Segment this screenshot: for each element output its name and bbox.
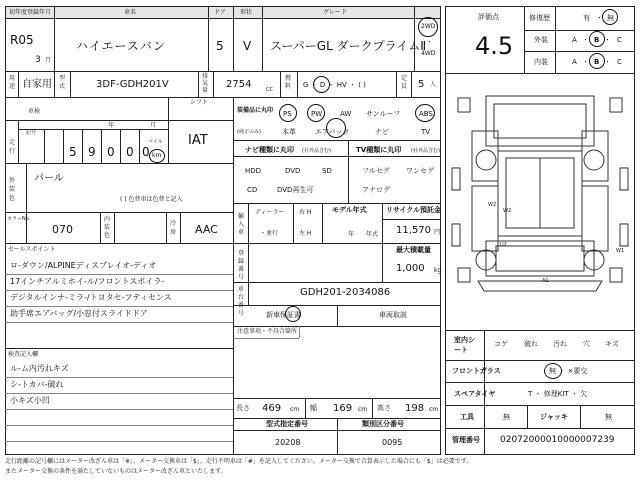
inspector-notes-label: 検査記入欄 xyxy=(8,351,39,358)
model-value: 3DF-GDH201V xyxy=(96,79,169,90)
tools-value: 無 xyxy=(503,413,510,421)
tools-label: 工具 xyxy=(460,413,474,421)
navi-sd: SD xyxy=(322,167,332,175)
grade-label: グレード xyxy=(323,9,348,16)
navi-dvd-play: DVD再生可 xyxy=(277,186,314,194)
equip-ps: PS xyxy=(283,110,292,118)
exterior-color-label: 外装色 xyxy=(9,177,16,202)
interior-grade-c: C xyxy=(617,58,622,66)
shape-value: V xyxy=(243,39,252,53)
sheet-koge: コゲ xyxy=(494,340,508,348)
new-car-warranty: 新車保証書 xyxy=(266,311,301,319)
diagram-mark-2: W2 xyxy=(503,208,512,214)
equip-leather: 本革 xyxy=(282,128,296,136)
import-dealer: ディーラー xyxy=(255,209,285,216)
equip-ps-circle xyxy=(279,104,297,122)
mileage-km-circle xyxy=(149,149,165,163)
exterior-grade-dot1: ・ xyxy=(582,36,589,44)
repair-no: 無 xyxy=(607,14,614,22)
mileage-digit-6: 0 xyxy=(142,145,150,159)
first-reg-label: 初年度登録年月 xyxy=(9,9,52,16)
class-label: 類別区分番号 xyxy=(362,420,404,428)
shift-value: IAT xyxy=(188,133,208,148)
score-value: 4.5 xyxy=(475,32,514,60)
selling-point-2: 17インチアルミホイ-ル/フロントスポイラ- xyxy=(10,277,165,286)
jack-label: ジャッキ xyxy=(540,413,568,421)
selling-points-label: セールスポイント xyxy=(8,246,56,253)
repair-no-circle xyxy=(602,9,618,25)
interior-grade-dot1: ・ xyxy=(582,58,589,66)
mgmt-no-label: 管理番号 xyxy=(452,436,480,444)
first-reg-month-unit: 月 xyxy=(45,57,52,64)
inspection-year-unit: 年 xyxy=(108,122,115,129)
model-label: 型式 xyxy=(59,75,66,90)
exterior-grade-label: 外装 xyxy=(534,36,548,44)
sheet-yabure: 破れ xyxy=(524,340,538,348)
mileage-unit-mile: マイル xyxy=(148,139,163,145)
exterior-grade-dot2: ・ xyxy=(604,36,611,44)
height-label: 高さ xyxy=(377,404,391,412)
diagram-mark-5: A1 xyxy=(542,278,549,284)
interior-grade-label: 内装 xyxy=(534,58,548,66)
exterior-color-value: パール xyxy=(34,173,64,184)
navi-cd: CD xyxy=(247,186,258,194)
notes-label: 注意事項・不具合箇所 xyxy=(237,328,298,335)
model-year-unit: 年 xyxy=(348,231,355,238)
displacement-value: 2754 xyxy=(226,79,252,90)
selling-point-3: デジタルインナ-ミラ-/トヨタセ-フティセンス xyxy=(10,293,172,302)
ac-value: AAC xyxy=(195,223,218,236)
warranty-circle xyxy=(285,306,301,322)
height-value: 198 xyxy=(405,403,425,414)
interior-sheet-label: 室内シート xyxy=(454,336,475,354)
mileage-digit-4: 0 xyxy=(107,145,115,159)
mileage-digit-3: 9 xyxy=(88,145,96,159)
manual: 車両取説 xyxy=(379,311,407,319)
import-label: 輸入車 xyxy=(238,213,245,236)
interior-grade-dot2: ・ xyxy=(604,58,611,66)
fuel-options: G ・ D ・ HV ・ ( ) xyxy=(303,81,366,89)
reg-no-label: 登録番号 xyxy=(238,250,245,281)
equip-tv: TV xyxy=(421,128,431,136)
navi-hdd: HDD xyxy=(245,167,262,175)
color-no-value: 070 xyxy=(52,223,73,236)
purpose-label: 用途 xyxy=(9,75,16,90)
max-load-label: 最大積載量 xyxy=(396,246,431,254)
navi-label: ナビ種類に丸印 xyxy=(245,146,294,154)
ac-label: 冷房 xyxy=(170,220,177,236)
score-label: 評価点 xyxy=(478,13,499,21)
sheet-kizu: キズ xyxy=(605,340,619,348)
recycle-unit: 円 xyxy=(434,229,441,236)
inspector-note-3: 小キズ小凹 xyxy=(10,396,50,405)
tv-analog: アナログ xyxy=(362,186,390,194)
footer-note-2: またメーター交換の条件を満たしていないものはメーター改ざん車といたします。 xyxy=(5,468,227,475)
front-glass-label: フロントガラス xyxy=(452,367,501,375)
chassis-value: GDH201-2034086 xyxy=(300,287,391,298)
recycle-label: リサイクル預託金 xyxy=(386,206,442,214)
tv-oneseg: ワンセグ xyxy=(406,167,434,175)
purpose-value: 自家用 xyxy=(22,79,52,90)
interior-grade-b: B xyxy=(594,58,600,66)
type-cert-value: 20208 xyxy=(275,438,301,447)
spare-tire-options: T ・ 修理KIT ・ 欠 xyxy=(528,390,588,398)
exterior-grade-circle xyxy=(589,31,605,47)
fuel-label: 燃料 xyxy=(285,75,292,90)
first-reg-month: 3 xyxy=(35,55,41,65)
equip-abs: ABS xyxy=(419,110,433,118)
equip-airbag-circle xyxy=(326,118,346,138)
max-load-unit: kg xyxy=(434,267,442,274)
class-value: 0095 xyxy=(382,438,403,447)
equipment-label: 装備品に丸印 xyxy=(237,107,274,114)
repair-dot: ・ xyxy=(596,14,603,22)
exterior-grade-c: C xyxy=(617,36,622,44)
equip-aw: AW xyxy=(340,110,352,118)
chassis-label: 車台番号 xyxy=(238,286,245,317)
footer-note-1: 走行距離の記号欄にはメーター改ざん車は「※」、メーター交換車は「$」、走行不明車は「#」を記入してください。メーター交換で合算表示した場合にも「$」は必要です。 xyxy=(5,458,473,465)
sheet-yogore: 汚れ xyxy=(553,340,567,348)
interior-grade-a: A xyxy=(572,58,577,66)
inspection-month-unit: 月 xyxy=(150,122,157,129)
displacement-unit: CC xyxy=(266,87,273,93)
width-label: 幅 xyxy=(310,404,317,412)
first-reg-era: R05 xyxy=(10,33,34,47)
mileage-sub-label: 記号 xyxy=(26,130,37,136)
displacement-label: 排気量 xyxy=(202,73,209,94)
tv-fullseg: フルセグ xyxy=(362,167,390,175)
car-damage-diagram xyxy=(446,76,634,326)
mgmt-no-value: 02072000010000007239 xyxy=(500,435,615,445)
model-year-label: モデル年式 xyxy=(332,206,367,214)
selling-point-1: ロ-ダウン/ALPINEディスプレイオ-ディオ xyxy=(10,261,157,270)
model-year-suffix: 年式 xyxy=(366,231,379,238)
navi-sub: (社外品含む) xyxy=(302,148,331,154)
import-right: 右 H xyxy=(299,209,312,216)
spare-tire-label: スペアタイヤ xyxy=(454,390,496,398)
shift-label: シフト xyxy=(190,99,209,106)
mileage-unit-km: km xyxy=(152,152,162,159)
drive-4wd: 4WD xyxy=(421,50,436,57)
repair-label: 修復歴 xyxy=(529,14,550,22)
car-name: ハイエースバン xyxy=(76,39,166,53)
equipment-sub-label: (純正のみ) xyxy=(237,129,261,135)
diagram-mark-1: W2 xyxy=(488,202,497,208)
inspector-note-2: シ-トカバ-破れ xyxy=(10,380,64,389)
drive-2wd: 2WD xyxy=(421,23,436,30)
auction-sheet: 初年度登録年月 車名 ドア 形状 グレード R05 3 月 ハイエースバン 5 V スーパーGL ダークプライムⅡ 2WD ・ 4WD 用途 自家用 型式 3DF-GDH201V 排気量 2754 CC 燃料 G ・ D ・ HV ・ ( ) 定員 5 人 車検 年 月 シフト IAT 走行 記号 5 9 0 0 0 マイル km 外装色 パール ( ) 色替車は色替と記入 カラーNo. 070 内装色 冷房 AAC セールスポイント ロ-ダウン/ALPINEディスプレイオ-ディオ 17インチアルミホイ-ル/フロントスポイラ- デジタルインナ-ミラ-/トヨタセ-フティセンス 助手席エアバッグ/小窓付スライドドア 検査記入欄 ル-ム内汚れキズ シ-トカバ-破れ 小キズ小凹 装備品に丸印 (純正のみ) PS PW AW サンルーフ ABS 本革 エアバック ナビ TV ナビ種類に丸印 (社外品含む) HDD DVD SD CD DVD再生可 TV種類に丸印 (社外品含む) フルセグ ワンセグ アナログ 輸入車 ディーラー ・並行 右 H 左 H モデル年式 年 年式 リサイクル預託金 11,570 円 最大積載量 1,000 kg 登録番号 車台番号 GDH201-2034086 新車保証書 車両取説 注意事項・不具合箇所 長さ 469 cm 幅 169 cm 高さ 198 cm 型式指定番号 20208 類別区分番号 0095 評価点 4.5 修復歴 有 ・ 無 外装 A ・ B ・ C 内装 A ・ B ・ C W2 W2 U2 W1 A1 室内シート コゲ 破れ 汚れ 穴 キズ フロントガラス 無 ・ ×要交 スペアタイヤ T ・ 修理KIT ・ 欠 工具 無 ジャッキ 無 管理番号 02072000010000007239 走行距離の記号欄にはメーター改ざん車は「※」、メーター交換車は「$」、走行不明車は「#」を記入してください。メーター交換で合算表示した場合にも「$」は必要です。 またメーター交換の条件を満たしていないものはメーター改ざん車といたします。 xyxy=(0,0,640,480)
tv-sub: (社外品含む) xyxy=(411,148,440,154)
height-unit: cm xyxy=(429,406,439,413)
width-unit: cm xyxy=(358,406,368,413)
type-cert-label: 型式指定番号 xyxy=(266,420,308,428)
import-parallel: ・並行 xyxy=(260,230,279,237)
jack-value: 無 xyxy=(605,413,612,421)
recycle-value: 11,570 xyxy=(396,225,431,236)
fuel-d-circle xyxy=(313,76,330,93)
front-glass-options: 無 ・ ×要交 xyxy=(549,367,588,375)
diagram-mark-4: W1 xyxy=(616,248,625,254)
sheet-ana: 穴 xyxy=(583,340,590,348)
shape-label: 形状 xyxy=(240,9,253,16)
max-load-value: 1,000 xyxy=(396,263,425,274)
capacity-label: 定員 xyxy=(401,75,408,90)
equip-abs-circle xyxy=(415,104,435,122)
width-value: 169 xyxy=(333,403,353,414)
import-left: 左 H xyxy=(299,230,312,237)
front-glass-circle xyxy=(544,363,562,379)
exterior-grade-b: B xyxy=(594,36,600,44)
capacity-unit: 人 xyxy=(430,81,437,88)
repair-yes: 有 xyxy=(583,14,590,22)
doors-value: 5 xyxy=(216,39,224,53)
selling-point-4: 助手席エアバッグ/小窓付スライドドア xyxy=(10,309,148,318)
interior-color-label: 内装色 xyxy=(104,216,111,239)
diagram-mark-3: U2 xyxy=(500,242,507,248)
equip-pw: PW xyxy=(311,110,323,118)
tv-label: TV種類に丸印 xyxy=(356,146,402,154)
length-value: 469 xyxy=(262,403,282,414)
mileage-digit-5: 0 xyxy=(126,145,134,159)
car-name-label: 車名 xyxy=(124,9,137,16)
doors-label: ドア xyxy=(214,9,226,16)
capacity-value: 5 xyxy=(418,79,425,90)
inspector-note-1: ル-ム内汚れキズ xyxy=(10,364,69,373)
length-label: 長さ xyxy=(236,404,250,412)
length-unit: cm xyxy=(290,406,300,413)
color-no-label: カラーNo. xyxy=(7,216,31,222)
mileage-digit-2: 5 xyxy=(69,145,77,159)
navi-dvd: DVD xyxy=(285,167,301,175)
grade-value: スーパーGL ダークプライムⅡ xyxy=(270,39,427,53)
equip-navi: ナビ xyxy=(375,128,389,136)
equip-pw-circle xyxy=(307,104,325,122)
exterior-grade-a: A xyxy=(572,36,577,44)
interior-grade-circle xyxy=(589,53,605,69)
equip-sunroof: サンルーフ xyxy=(366,110,401,118)
equip-airbag: エアバック xyxy=(315,128,350,136)
mileage-label: 走行 xyxy=(9,139,16,155)
color-change-note: ( ) 色替車は色替と記入 xyxy=(120,196,183,203)
inspection-label: 車検 xyxy=(28,108,41,115)
